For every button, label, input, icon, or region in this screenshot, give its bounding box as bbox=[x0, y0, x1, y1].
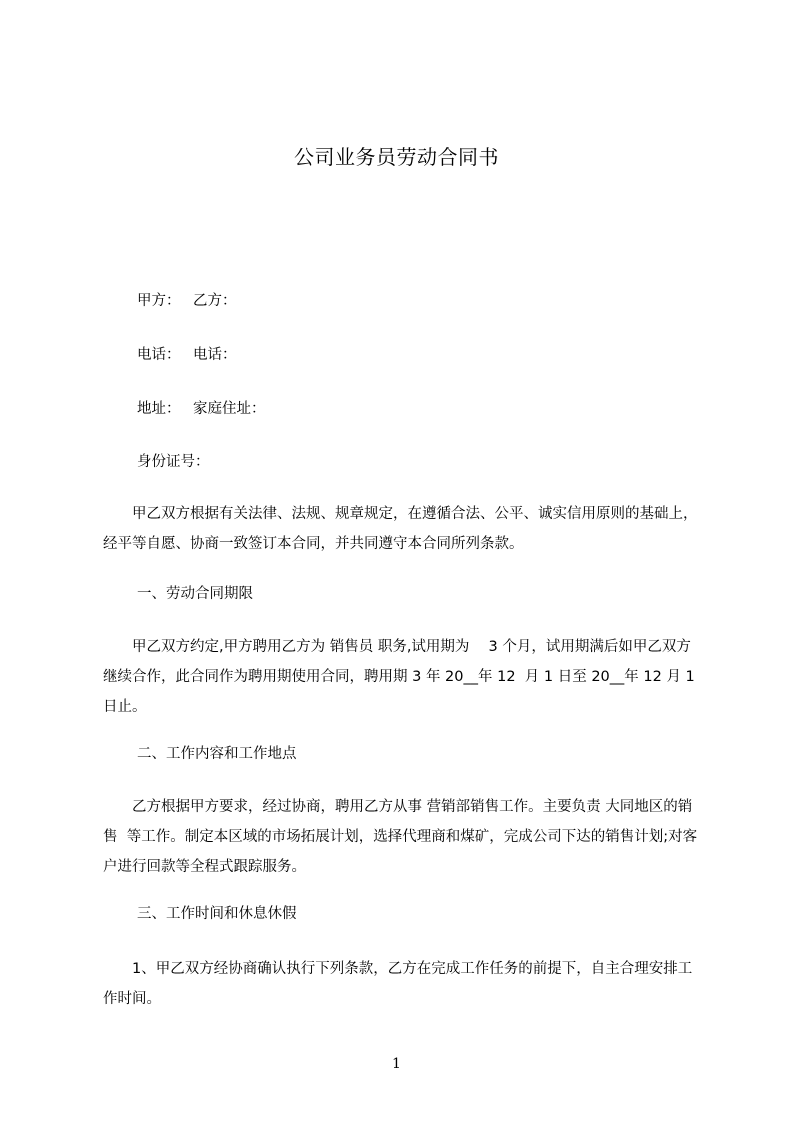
section-heading: 三、工作时间和休息休假 bbox=[137, 906, 297, 922]
id-number-label: 身份证号： bbox=[137, 454, 210, 470]
section-body: 甲乙双方约定,甲方聘用乙方为 销售员 职务,试用期为 3 个月，试用期满后如甲乙双方继续合作，此合同作为聘用期使用合同，聘用期 3 年 20__年 12 月 1 日至 20__年 12 月 1 日止。 bbox=[103, 639, 700, 715]
page-number: 1 bbox=[392, 1056, 401, 1072]
party-b-label: 乙方： bbox=[193, 293, 237, 309]
phone-a-label: 电话： bbox=[137, 347, 181, 363]
home-address-label: 家庭住址： bbox=[193, 401, 266, 417]
address-label: 地址： bbox=[137, 401, 181, 417]
document-title: 公司业务员劳动合同书 bbox=[294, 145, 499, 169]
section-body: 乙方根据甲方要求，经过协商，聘用乙方从事 营销部销售工作。主要负责 大同地区的销售 等工作。制定本区域的市场拓展计划，选择代理商和煤矿，完成公司下达的销售计划;对客户进行回款等全程式跟踪服务。 bbox=[103, 799, 698, 875]
phone-b-label: 电话： bbox=[193, 347, 237, 363]
preamble-paragraph: 甲乙双方根据有关法律、法规、规章规定，在遵循合法、公平、诚实信用原则的基础上，经平等自愿、协商一致签订本合同，并共同遵守本合同所列条款。 bbox=[103, 506, 698, 552]
section-heading: 二、工作内容和工作地点 bbox=[137, 746, 297, 762]
section-heading: 一、劳动合同期限 bbox=[137, 586, 253, 602]
section-body: 1、甲乙双方经协商确认执行下列条款，乙方在完成工作任务的前提下，自主合理安排工作时间。 bbox=[103, 961, 693, 1007]
party-a-label: 甲方： bbox=[137, 293, 181, 309]
